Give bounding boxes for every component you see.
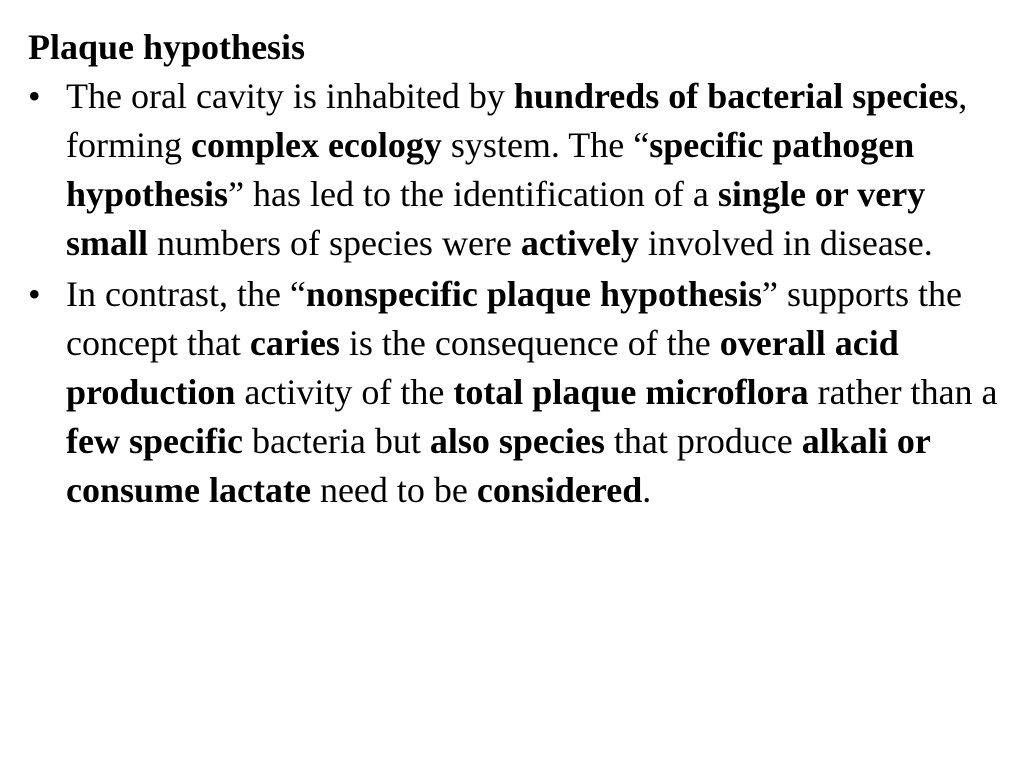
bold-segment: specific pathogen hypothesis (66, 125, 915, 214)
bullet-item (28, 270, 1008, 515)
text-segment: that produce (604, 421, 802, 461)
bold-segment: overall acid production (66, 323, 899, 412)
bullet-icon: • (28, 274, 41, 314)
bold-segment: nonspecific plaque hypothesis (305, 274, 763, 314)
bold-segment: actively (520, 223, 639, 263)
slide-title: Plaque hypothesis (28, 27, 306, 67)
text-segment: ” has led to the identification of a (228, 174, 718, 214)
text-segment: activity of the (235, 372, 454, 412)
text-segment: numbers of species were (148, 223, 521, 263)
bold-segment: total plaque microflora (453, 372, 809, 412)
bold-segment: complex ecology (190, 125, 442, 165)
text-segment: , forming (66, 76, 968, 165)
text-segment: is the consequence of the (339, 323, 720, 363)
text-segment: . (642, 470, 652, 510)
bold-segment: also species (429, 421, 605, 461)
bullet-icon: • (28, 76, 41, 116)
bold-segment: hundreds of bacterial species (513, 76, 959, 116)
bold-segment: considered (476, 470, 643, 510)
text-segment: rather than a (808, 372, 998, 412)
text-segment: need to be (310, 470, 477, 510)
text-segment: ” supports the concept that (66, 274, 962, 363)
bullet-text (66, 76, 967, 263)
bullet-list (28, 72, 1008, 515)
text-segment: bacteria but (242, 421, 430, 461)
bullet-text (66, 274, 998, 510)
text-segment: system. The “ (441, 125, 650, 165)
text-segment: involved in disease. (638, 223, 933, 263)
slide-content (28, 22, 1008, 515)
bold-segment: caries (249, 323, 340, 363)
text-segment: The oral cavity is inhabited by (66, 76, 514, 116)
bold-segment: alkali or consume lactate (66, 421, 931, 510)
bullet-item (28, 72, 1008, 268)
bold-segment: few specific (66, 421, 243, 461)
text-segment: In contrast, the “ (66, 274, 306, 314)
bold-segment: single or very small (66, 174, 926, 263)
